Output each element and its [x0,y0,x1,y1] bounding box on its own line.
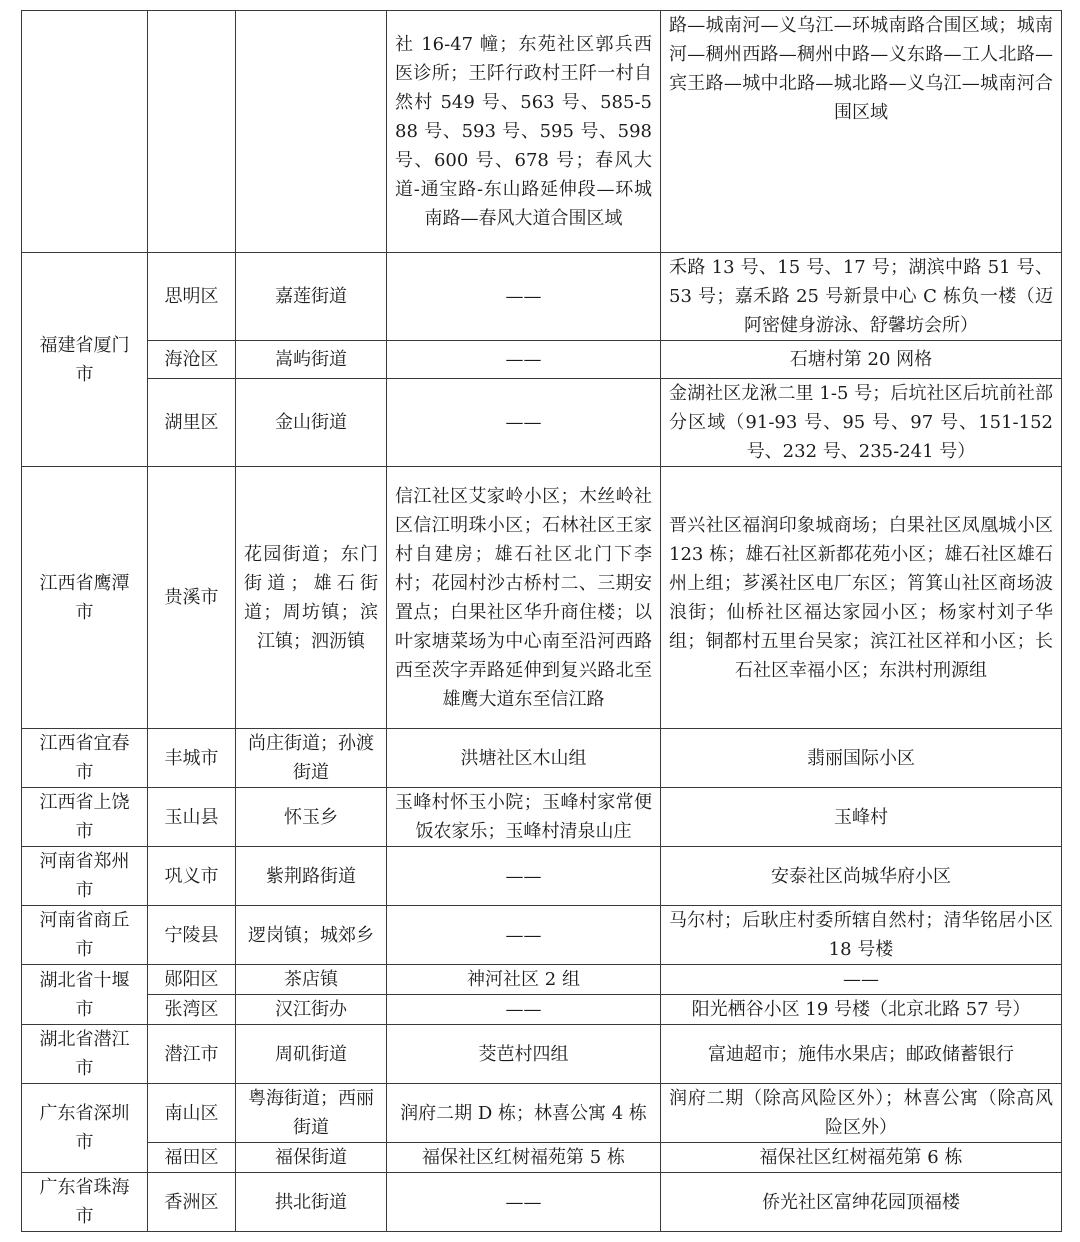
street-cell: 嵩屿街道 [236,341,387,379]
district-cell: 福田区 [148,1143,236,1173]
province-city-cell: 河南省商丘市 [22,906,148,965]
medium-risk-area-cell: 翡丽国际小区 [661,729,1062,788]
district-cell: 贵溪市 [148,467,236,729]
high-risk-area-cell: 神河社区 2 组 [387,965,661,995]
medium-risk-area-cell: 润府二期（除高风险区外）；林喜公寓（除高风险区外） [661,1084,1062,1143]
district-cell: 湖里区 [148,379,236,467]
province-city-cell: 湖北省十堰市 [22,965,148,1025]
high-risk-area-cell: 福保社区红树福苑第 5 栋 [387,1143,661,1173]
medium-risk-area-cell: 石塘村第 20 网格 [661,341,1062,379]
street-cell: 嘉莲街道 [236,253,387,341]
district-cell: 香洲区 [148,1173,236,1232]
district-cell: 潜江市 [148,1025,236,1084]
street-cell: 汉江街办 [236,995,387,1025]
medium-risk-area-cell: 路—城南河—义乌江—环城南路合围区域；城南河—稠州西路—稠州中路—义东路—工人北路—宾王路—城中北路—城北路—义乌江—城南河合围区域 [661,11,1062,253]
table-row [22,1143,1062,1173]
street-cell: 逻岗镇；城郊乡 [236,906,387,965]
district-cell [148,11,236,253]
district-cell: 玉山县 [148,788,236,847]
high-risk-area-cell: —— [387,341,661,379]
table-row [22,995,1062,1025]
province-city-cell: 江西省上饶市 [22,788,148,847]
table-row [22,11,1062,253]
table-row [22,847,1062,906]
high-risk-area-cell: —— [387,847,661,906]
street-cell: 粤海街道；西丽街道 [236,1084,387,1143]
risk-area-table [21,10,1062,1232]
high-risk-area-cell: —— [387,995,661,1025]
high-risk-area-cell: 润府二期 D 栋；林喜公寓 4 栋 [387,1084,661,1143]
street-cell: 茶店镇 [236,965,387,995]
risk-area-table-page [21,10,1061,1232]
district-cell: 思明区 [148,253,236,341]
street-cell: 金山街道 [236,379,387,467]
medium-risk-area-cell: 福保社区红树福苑第 6 栋 [661,1143,1062,1173]
district-cell: 宁陵县 [148,906,236,965]
table-row [22,1173,1062,1232]
high-risk-area-cell: 信江社区艾家岭小区；木丝岭社区信江明珠小区；石林社区王家村自建房；雄石社区北门下李村；花园村沙古桥村二、三期安置点；白果社区华升商住楼；以叶家塘菜场为中心南至沿河西路西至茨字弄路延伸到复兴路北至雄鹰大道东至信江路 [387,467,661,729]
province-city-cell: 江西省宜春市 [22,729,148,788]
street-cell: 拱北街道 [236,1173,387,1232]
district-cell: 张湾区 [148,995,236,1025]
district-cell: 南山区 [148,1084,236,1143]
province-city-cell [22,11,148,253]
table-row [22,1084,1062,1143]
high-risk-area-cell: 茭芭村四组 [387,1025,661,1084]
table-row [22,253,1062,341]
high-risk-area-cell: 玉峰村怀玉小院；玉峰村家常便饭农家乐；玉峰村清泉山庄 [387,788,661,847]
province-city-cell: 江西省鹰潭市 [22,467,148,729]
medium-risk-area-cell: 玉峰村 [661,788,1062,847]
district-cell: 海沧区 [148,341,236,379]
street-cell: 紫荆路街道 [236,847,387,906]
province-city-cell: 广东省珠海市 [22,1173,148,1232]
street-cell: 尚庄街道；孙渡街道 [236,729,387,788]
province-city-cell: 湖北省潜江市 [22,1025,148,1084]
table-row [22,341,1062,379]
street-cell: 周矶街道 [236,1025,387,1084]
table-row [22,379,1062,467]
high-risk-area-cell: —— [387,906,661,965]
medium-risk-area-cell: 富迪超市；施伟水果店；邮政储蓄银行 [661,1025,1062,1084]
table-row [22,965,1062,995]
street-cell: 怀玉乡 [236,788,387,847]
medium-risk-area-cell: 晋兴社区福润印象城商场；白果社区凤凰城小区 123 栋；雄石社区新都花苑小区；雄石社区雄石州上组；芗溪社区电厂东区；筲箕山社区商场波浪街；仙桥社区福达家园小区；杨家村刘子华组；铜都村五里台吴家；滨江社区祥和小区；长石社区幸福小区；东洪村刑源组 [661,467,1062,729]
province-city-cell: 福建省厦门市 [22,253,148,467]
medium-risk-area-cell: 禾路 13 号、15 号、17 号；湖滨中路 51 号、53 号；嘉禾路 25 号新景中心 C 栋负一楼（迈阿密健身游泳、舒馨坊会所） [661,253,1062,341]
high-risk-area-cell: 社 16-47 幢；东苑社区郭兵西医诊所；王阡行政村王阡一村自然村 549 号、563 号、585-588 号、593 号、595 号、598 号、600 号、678 号；春风大道-通宝路-东山路延伸段—环城南路—春风大道合围区域 [387,11,661,253]
high-risk-area-cell: —— [387,1173,661,1232]
street-cell: 福保街道 [236,1143,387,1173]
medium-risk-area-cell: —— [661,965,1062,995]
table-row [22,788,1062,847]
medium-risk-area-cell: 马尔村；后耿庄村委所辖自然村；清华铭居小区 18 号楼 [661,906,1062,965]
street-cell [236,11,387,253]
medium-risk-area-cell: 安泰社区尚城华府小区 [661,847,1062,906]
district-cell: 丰城市 [148,729,236,788]
table-row [22,729,1062,788]
high-risk-area-cell: —— [387,379,661,467]
street-cell: 花园街道；东门街道；雄石街道；周坊镇；滨江镇；泗沥镇 [236,467,387,729]
table-row [22,467,1062,729]
province-city-cell: 广东省深圳市 [22,1084,148,1173]
medium-risk-area-cell: 阳光栖谷小区 19 号楼（北京北路 57 号） [661,995,1062,1025]
medium-risk-area-cell: 侨光社区富绅花园顶福楼 [661,1173,1062,1232]
province-city-cell: 河南省郑州市 [22,847,148,906]
table-row [22,906,1062,965]
table-row [22,1025,1062,1084]
district-cell: 郧阳区 [148,965,236,995]
high-risk-area-cell: 洪塘社区木山组 [387,729,661,788]
district-cell: 巩义市 [148,847,236,906]
medium-risk-area-cell: 金湖社区龙湫二里 1-5 号；后坑社区后坑前社部分区域（91-93 号、95 号、97 号、151-152 号、232 号、235-241 号） [661,379,1062,467]
high-risk-area-cell: —— [387,253,661,341]
